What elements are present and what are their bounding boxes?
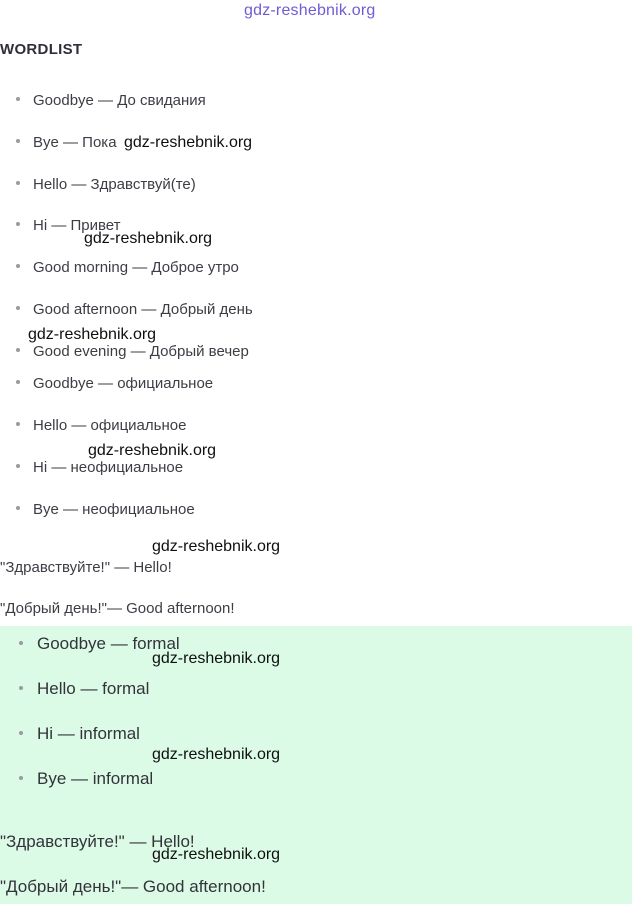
- greeting-line: "Добрый день!"— Good afternoon!: [0, 600, 235, 617]
- list-item: [16, 301, 253, 318]
- watermark: gdz-reshebnik.org: [84, 230, 213, 247]
- watermark: gdz-reshebnik.org: [152, 846, 281, 863]
- list-item-text: Hello — Здравствуй(те): [33, 176, 196, 193]
- bullet-icon: [16, 422, 20, 426]
- answer-panel: [0, 626, 632, 904]
- list-item: [16, 375, 213, 392]
- answer-item-text: Goodbye — formal: [37, 634, 180, 653]
- bullet-icon: [19, 686, 23, 690]
- list-item-text: Good morning — Доброе утро: [33, 259, 239, 276]
- watermark: gdz-reshebnik.org: [152, 538, 281, 555]
- list-item-text: Hi — Привет: [33, 217, 121, 234]
- bullet-icon: [16, 306, 20, 310]
- watermark: gdz-reshebnik.org: [28, 326, 157, 343]
- list-item-text: Hi — неофициальное: [33, 459, 184, 476]
- bullet-icon: [19, 641, 23, 645]
- bullet-icon: [19, 776, 23, 780]
- list-item: [16, 92, 206, 109]
- answer-item-text: Hello — formal: [37, 679, 150, 698]
- bullet-icon: [16, 464, 20, 468]
- bullet-icon: [16, 222, 20, 226]
- bullet-icon: [16, 181, 20, 185]
- list-item-text: Bye — Пока: [33, 134, 117, 151]
- list-item-text: Bye — неофициальное: [33, 501, 195, 518]
- list-item-text: Good afternoon — Добрый день: [33, 301, 253, 318]
- answer-item: [19, 769, 153, 789]
- answer-item: [19, 724, 140, 744]
- answer-item: [19, 679, 149, 699]
- list-item: [16, 176, 196, 193]
- list-item-text: Hello — официальное: [33, 417, 187, 434]
- bullet-icon: [16, 264, 20, 268]
- list-item: [16, 134, 117, 151]
- list-item-text: Goodbye — До свидания: [33, 92, 206, 109]
- bullet-icon: [19, 731, 23, 735]
- bullet-icon: [16, 97, 20, 101]
- answer-greeting-line: "Добрый день!"— Good afternoon!: [0, 877, 266, 896]
- bullet-icon: [16, 506, 20, 510]
- watermark: gdz-reshebnik.org: [152, 650, 281, 667]
- greeting-line: "Здравствуйте!" — Hello!: [0, 559, 172, 576]
- answer-greeting-line: "Здравствуйте!" — Hello!: [0, 832, 195, 851]
- bullet-icon: [16, 139, 20, 143]
- list-item: [16, 417, 186, 434]
- list-item: [16, 259, 239, 276]
- list-item: [16, 459, 183, 476]
- bullet-icon: [16, 348, 20, 352]
- list-item: [16, 501, 195, 518]
- list-item-text: Goodbye — официальное: [33, 375, 214, 392]
- list-item: [16, 343, 249, 360]
- list-item-text: Good evening — Добрый вечер: [33, 343, 249, 360]
- site-link[interactable]: gdz-reshebnik.org: [244, 2, 376, 19]
- answer-item-text: Hi — informal: [37, 724, 140, 743]
- watermark: gdz-reshebnik.org: [88, 442, 217, 459]
- bullet-icon: [16, 380, 20, 384]
- wordlist-heading: WORDLIST: [0, 41, 83, 58]
- watermark: gdz-reshebnik.org: [124, 134, 253, 151]
- watermark: gdz-reshebnik.org: [152, 746, 281, 763]
- answer-item-text: Bye — informal: [37, 769, 154, 788]
